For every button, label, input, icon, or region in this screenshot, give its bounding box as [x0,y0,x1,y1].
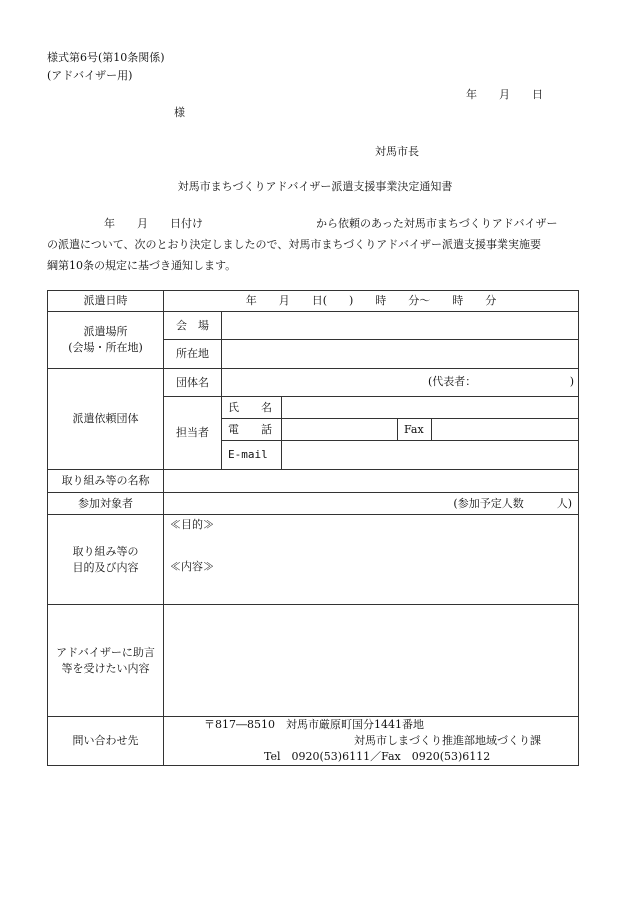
phone-label: 電 話 [222,419,282,441]
name-label: 氏 名 [222,397,282,419]
form-number: 様式第6号(第10条関係) [47,51,165,64]
fax-field[interactable] [432,419,579,441]
fax-label: Fax [398,419,432,441]
form-for: (アドバイザー用) [47,69,133,82]
purpose-label-line2: 目的及び内容 [72,560,139,574]
initiative-name-label: 取り組み等の名称 [48,470,164,493]
document-title: 対馬市まちづくりアドバイザー派遣支援事業決定通知書 [177,180,453,193]
advice-field[interactable] [164,605,579,717]
participants-label: 参加対象者 [48,493,164,515]
advice-label-line1: アドバイザーに助言 [56,645,155,659]
dispatch-date-value[interactable]: 年 月 日( ) 時 分～ 時 分 [164,291,579,312]
org-name-label: 団体名 [164,369,222,397]
address-field[interactable] [222,340,579,369]
org-name-field[interactable] [222,369,579,397]
email-label: E-mail [222,441,282,470]
initiative-name-field[interactable] [164,470,579,493]
inquiry-line2: 対馬市しまづくり推進部地域づくり課 [354,734,541,747]
place-label [48,312,164,369]
issue-date: 年 月 日 [466,88,543,101]
participants-field[interactable] [164,493,579,515]
name-field[interactable] [282,397,579,419]
contact-person-label: 担当者 [164,397,222,470]
intro-line1: から依頼のあった対馬市まちづくりアドバイザー [316,217,558,230]
advice-label-line2: 等を受けたい内容 [61,661,150,675]
dispatch-date-label: 派遣日時 [48,291,164,312]
address-label: 所在地 [164,340,222,369]
place-label-line2: (会場・所在地) [68,341,143,354]
dispatch-form-table [47,290,579,766]
org-section-label: 派遣依頼団体 [48,369,164,470]
advice-label [48,605,164,717]
purpose-field[interactable] [164,515,579,605]
representative-label: (代表者： [428,375,477,388]
email-field[interactable] [282,441,579,470]
inquiry-label: 問い合わせ先 [48,717,164,766]
sender: 対馬市長 [375,145,419,158]
purpose-marker: ≪目的≫ [170,518,214,531]
recipient-suffix: 様 [174,106,185,119]
venue-label: 会 場 [164,312,222,340]
place-label-line1: 派遣場所 [83,325,128,338]
inquiry-line3: Tel 0920(53)6111／Fax 0920(53)6112 [264,750,491,763]
intro-line2: の派遣について、次のとおり決定しましたので、対馬市まちづくりアドバイザー派遣支援事業実施要 [47,238,542,251]
inquiry-info [164,717,579,766]
purpose-label [48,515,164,605]
planned-count-label: (参加予定人数 人) [453,496,572,510]
phone-field[interactable] [282,419,398,441]
intro-date: 年 月 日付け [104,217,203,230]
venue-field[interactable] [222,312,579,340]
purpose-label-line1: 取り組み等の [72,544,139,558]
inquiry-line1: 〒817―8510 対馬市厳原町国分1441番地 [204,718,424,731]
intro-paragraph [47,213,583,276]
content-marker: ≪内容≫ [170,560,214,573]
intro-line3: 綱第10条の規定に基づき通知します。 [47,259,237,272]
representative-close: ) [569,375,574,388]
